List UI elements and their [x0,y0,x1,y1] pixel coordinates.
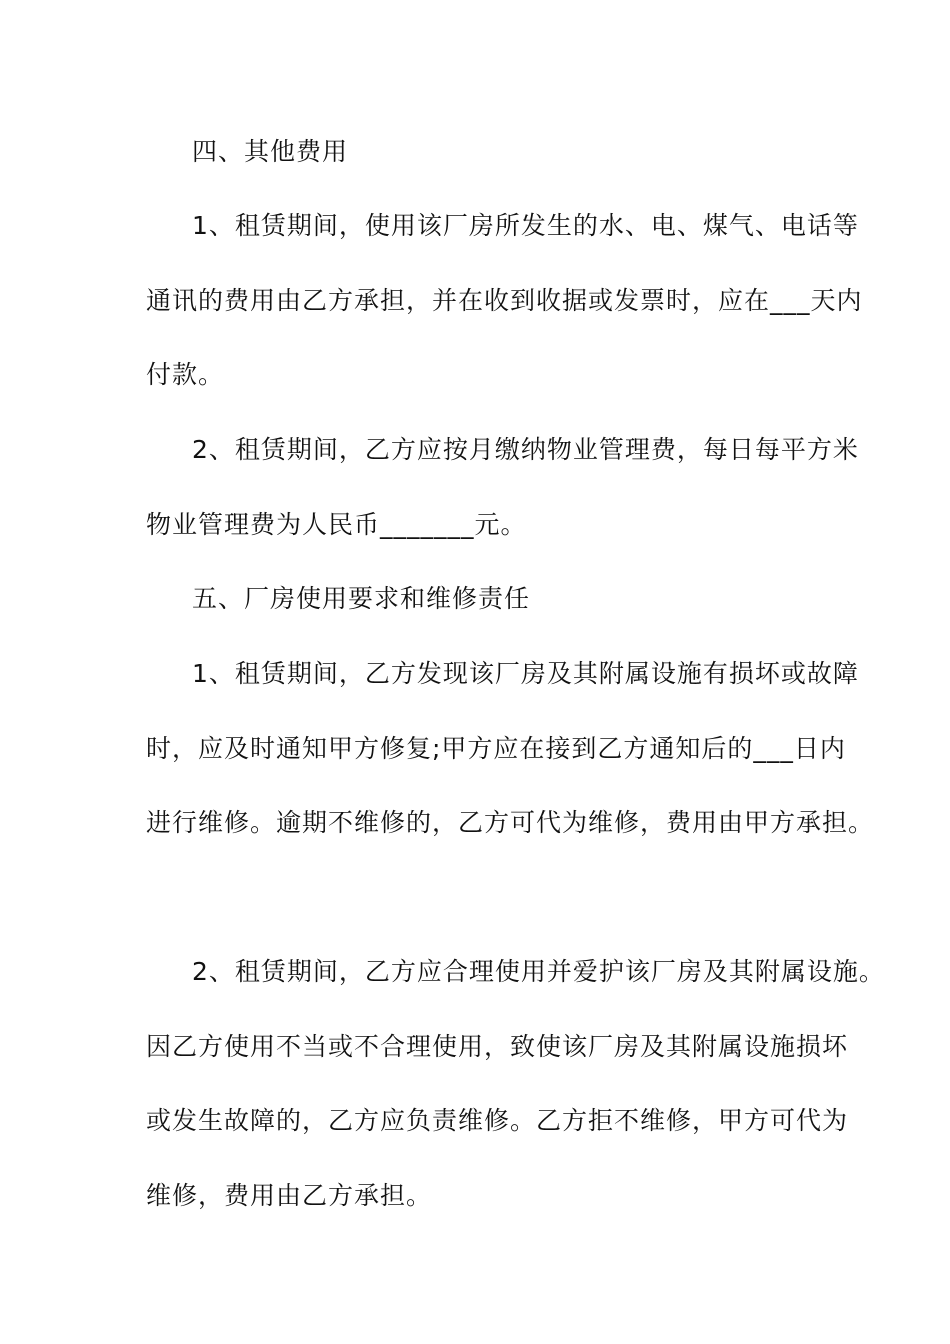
clause-4-1-line-3: 付款。 [146,360,225,389]
section-heading-other-fees: 四、其他费用 [192,137,349,166]
clause-5-2-line-1: 2、租赁期间，乙方应合理使用并爱护该厂房及其附属设施。 [192,957,885,986]
clause-4-1-line-1: 1、租赁期间，使用该厂房所发生的水、电、煤气、电话等 [192,211,859,240]
clause-5-2-line-3: 或发生故障的，乙方应负责维修。乙方拒不维修，甲方可代为 [146,1106,849,1135]
clause-5-1-line-3: 进行维修。逾期不维修的，乙方可代为维修，费用由甲方承担。 [146,808,875,837]
clause-5-1-line-2: 时，应及时通知甲方修复;甲方应在接到乙方通知后的___日内 [146,734,846,763]
clause-4-2-line-1: 2、租赁期间，乙方应按月缴纳物业管理费，每日每平方米 [192,435,859,464]
clause-5-2-line-2: 因乙方使用不当或不合理使用，致使该厂房及其附属设施损坏 [146,1032,849,1061]
clause-5-2-line-4: 维修，费用由乙方承担。 [146,1181,433,1210]
clause-4-2-line-2: 物业管理费为人民币_______元。 [146,510,527,539]
section-heading-usage-maintenance: 五、厂房使用要求和维修责任 [192,584,531,613]
clause-4-1-line-2: 通讯的费用由乙方承担，并在收到收据或发票时，应在___天内 [146,286,863,315]
clause-5-1-line-1: 1、租赁期间，乙方发现该厂房及其附属设施有损坏或故障 [192,659,859,688]
